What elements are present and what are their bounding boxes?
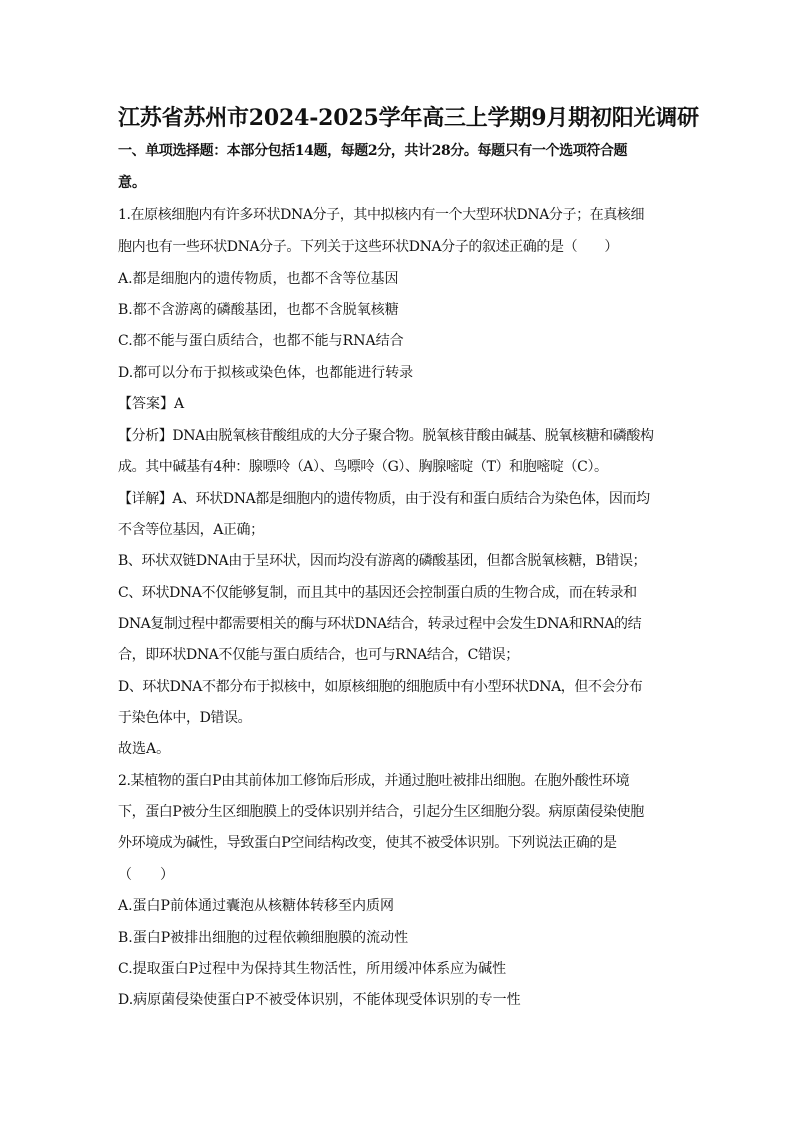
question-2-stem-continued-2: 外环境成为碱性，导致蛋白P空间结构改变，使其不被受体识别。下列说法正确的是: [118, 835, 617, 851]
question-1-option-b: B.都不含游离的磷酸基团，也都不含脱氧核糖: [118, 302, 399, 318]
question-1-detail-5: DNA复制过程中都需要相关的酶与环状DNA结合，转录过程中会发生DNA和RNA的结: [118, 616, 642, 632]
section-heading: 一、单项选择题：本部分包括14题，每题2分，共计28分。每题只有一个选项符合题: [118, 143, 628, 159]
question-1-detail-6: 合，即环状DNA不仅能与蛋白质结合，也可与RNA结合，C错误；: [118, 647, 519, 663]
question-1-detail-8: 于染色体中，D错误。: [118, 710, 252, 726]
question-1-stem-continued: 胞内也有一些环状DNA分子。下列关于这些环状DNA分子的叙述正确的是（ ）: [118, 239, 618, 255]
question-1-detail-2: 不含等位基因，A正确；: [118, 522, 264, 538]
question-1-detail-3: B、环状双链DNA由于呈环状，因而均没有游离的磷酸基团，但都含脱氧核糖，B错误；: [118, 553, 647, 569]
question-1-analysis: 【分析】DNA由脱氧核苷酸组成的大分子聚合物。脱氧核苷酸由碱基、脱氧核糖和磷酸构: [118, 428, 654, 444]
question-1-detail-7: D、环状DNA不都分布于拟核中，如原核细胞的细胞质中有小型环状DNA，但不会分布: [118, 679, 643, 695]
question-2-option-b: B.蛋白P被排出细胞的过程依赖细胞膜的流动性: [118, 930, 409, 946]
document-title: 江苏省苏州市2024-2025学年高三上学期9月期初阳光调研: [118, 105, 699, 131]
question-2-stem-continued: 下，蛋白P被分生区细胞膜上的受体识别并结合，引起分生区细胞分裂。病原菌侵染使胞: [118, 804, 644, 820]
question-2-option-d: D.病原菌侵染使蛋白P不被受体识别，不能体现受体识别的专一性: [118, 992, 521, 1008]
section-heading-continued: 意。: [118, 175, 146, 191]
question-1-option-d: D.都可以分布于拟核或染色体，也都能进行转录: [118, 365, 414, 381]
question-1-stem: 1.在原核细胞内有许多环状DNA分子，其中拟核内有一个大型环状DNA分子；在真核细: [118, 207, 645, 223]
question-1-detail-1: 【详解】A、环状DNA都是细胞内的遗传物质，由于没有和蛋白质结合为染色体，因而均: [118, 491, 650, 507]
question-1-option-c: C.都不能与蛋白质结合，也都不能与RNA结合: [118, 333, 404, 349]
question-1-detail-4: C、环状DNA不仅能够复制，而且其中的基因还会控制蛋白质的生物合成，而在转录和: [118, 585, 637, 601]
question-2-option-c: C.提取蛋白P过程中为保持其生物活性，所用缓冲体系应为碱性: [118, 961, 507, 977]
question-1-option-a: A.都是细胞内的遗传物质，也都不含等位基因: [118, 271, 399, 287]
question-2-option-a: A.蛋白P前体通过囊泡从核糖体转移至内质网: [118, 898, 394, 914]
question-1-answer: 【答案】A: [118, 396, 185, 412]
question-1-analysis-continued: 成。其中碱基有4种：腺嘌呤（A）、鸟嘌呤（G）、胸腺嘧啶（T）和胞嘧啶（C）。: [118, 459, 608, 475]
question-2-stem: 2.某植物的蛋白P由其前体加工修饰后形成，并通过胞吐被排出细胞。在胞外酸性环境: [118, 773, 630, 789]
question-1-conclusion: 故选A。: [118, 741, 171, 757]
question-2-answer-blank: （ ）: [118, 867, 174, 883]
